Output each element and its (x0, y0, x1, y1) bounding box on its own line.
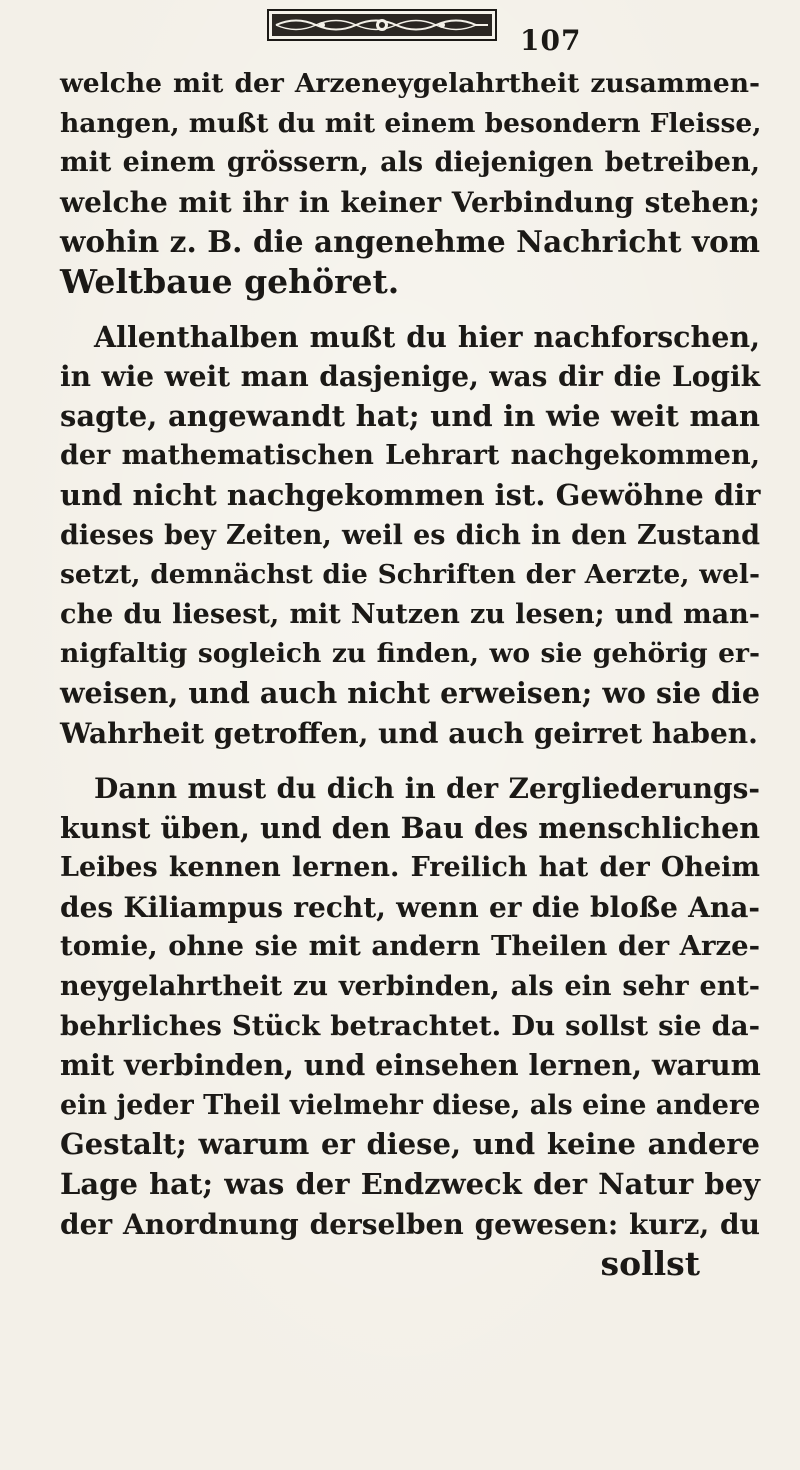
text-line: Dann must du dich in der Zergliederungs- (94, 772, 760, 806)
paragraph-2 (60, 318, 760, 754)
text-line: tomie, ohne sie mit andern Theilen der Arze- (60, 930, 760, 963)
text-line: setzt, demnächst die Schriften der Aerzte, wel- (60, 559, 760, 591)
text-line: welche mit der Arzeneygelahrtheit zusammen- (60, 68, 760, 99)
text-line: nigfaltig sogleich zu finden, wo sie gehörig er- (60, 638, 760, 670)
catchword: sollst (600, 1244, 700, 1284)
text-line: Gestalt; warum er diese, und keine andere (60, 1127, 760, 1162)
text-line: mit einem grössern, als diejenigen betreiben, (60, 147, 760, 179)
text-line: kunst üben, und den Bau des menschlichen (60, 810, 760, 845)
paragraph-3 (60, 769, 760, 1284)
text-line: in wie weit man dasjenige, was dir die Logik (60, 360, 760, 394)
text-line: Leibes kennen lernen. Freilich hat der Oheim (60, 852, 760, 884)
paragraph-1 (60, 64, 760, 302)
text-line: neygelahrtheit zu verbinden, als ein sehr ent- (60, 971, 760, 1003)
text-line: behrliches Stück betrachtet. Du sollst sie da- (60, 1009, 760, 1042)
text-line: Lage hat; was der Endzweck der Natur bey (60, 1167, 760, 1202)
text-line: Allenthalben mußt du hier nachforschen, (94, 319, 760, 354)
text-line: sagte, angewandt hat; und in wie weit man (60, 398, 760, 433)
text-line: welche mit ihr in keiner Verbindung stehen; (60, 185, 760, 219)
page-number: 107 (520, 24, 582, 57)
body-text (60, 64, 760, 1284)
text-line: Wahrheit getroffen, und auch geirret haben. (60, 716, 758, 750)
text-line: wohin z. B. die angenehme Nachricht vom (60, 224, 760, 260)
text-line: Weltbaue gehöret. (60, 261, 400, 301)
printers-ornament-icon (262, 4, 502, 48)
text-line: der mathematischen Lehrart nachgekommen, (60, 440, 760, 472)
text-line: ein jeder Theil vielmehr diese, als eine andere (60, 1089, 761, 1121)
text-line: che du liesest, mit Nutzen zu lesen; und man- (60, 598, 760, 630)
text-line: hangen, mußt du mit einem besondern Fleisse, (60, 107, 762, 139)
text-line: weisen, und auch nicht erweisen; wo sie die (60, 675, 760, 710)
text-line: mit verbinden, und einsehen lernen, warum (60, 1048, 761, 1083)
text-line: und nicht nachgekommen ist. Gewöhne dir (60, 477, 761, 512)
text-line: des Kiliampus recht, wenn er die bloße Ana- (60, 890, 760, 924)
text-line: der Anordnung derselben gewesen: kurz, du (60, 1207, 760, 1241)
text-line: dieses bey Zeiten, weil es dich in den Zustand (60, 519, 760, 551)
